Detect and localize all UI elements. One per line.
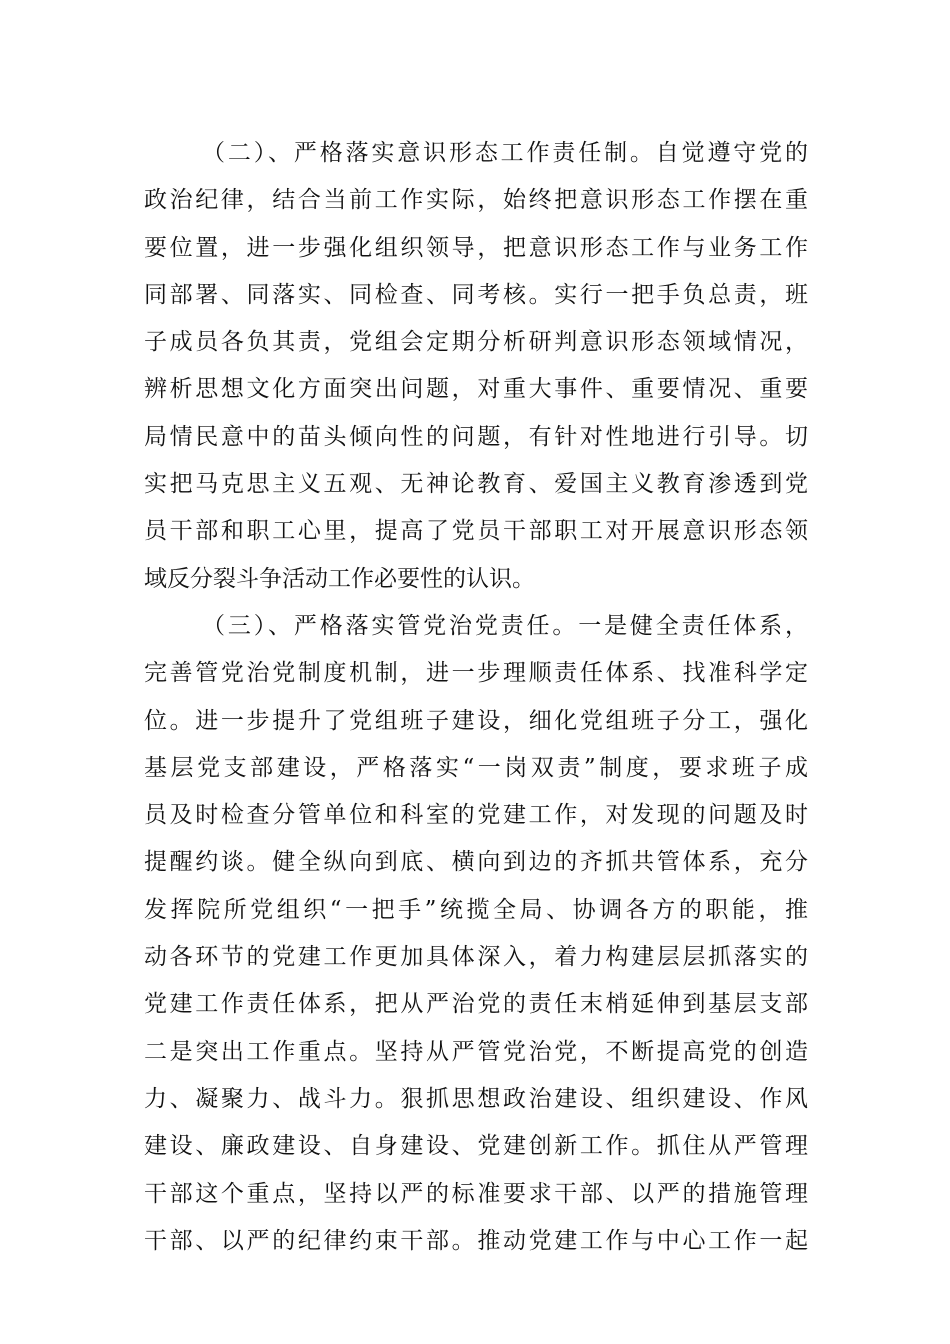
text-line: 要位置，进一步强化组织领导，把意识形态工作与业务工作 (144, 234, 808, 261)
text-line: 位。进一步提升了党组班子建设，细化党组班子分工，强化 (144, 707, 808, 734)
text-line: 动各环节的党建工作更加具体深入，着力构建层层抓落实的 (144, 944, 808, 971)
text-line: 同部署、同落实、同检查、同考核。实行一把手负总责，班 (144, 281, 808, 308)
text-line: 域反分裂斗争活动工作必要性的认识。 (144, 565, 535, 592)
text-line: 干部这个重点，坚持以严的标准要求干部、以严的措施管理 (144, 1180, 808, 1207)
text-line: 力、凝聚力、战斗力。狠抓思想政治建设、组织建设、作风 (144, 1085, 808, 1112)
text-line: 子成员各负其责，党组会定期分析研判意识形态领域情况， (144, 329, 808, 356)
text-line: 员干部和职工心里，提高了党员干部职工对开展意识形态领 (144, 518, 808, 545)
text-line: 局情民意中的苗头倾向性的问题，有针对性地进行引导。切 (144, 423, 808, 450)
text-line: （二）、严格落实意识形态工作责任制。自觉遵守党的 (202, 140, 808, 166)
text-line: 完善管党治党制度机制，进一步理顺责任体系、找准科学定 (144, 660, 808, 687)
text-line: （三）、严格落实管党治党责任。一是健全责任体系， (202, 612, 808, 639)
text-line: 员及时检查分管单位和科室的党建工作，对发现的问题及时 (144, 802, 808, 829)
text-line: 实把马克思主义五观、无神论教育、爱国主义教育渗透到党 (144, 471, 808, 498)
paragraph-ideology-responsibility (144, 130, 808, 603)
document-body (144, 130, 808, 1265)
text-line: 发挥院所党组织“一把手”统揽全局、协调各方的职能，推 (144, 896, 808, 923)
text-line: 二是突出工作重点。坚持从严管党治党，不断提高党的创造 (144, 1038, 808, 1065)
text-line: 党建工作责任体系，把从严治党的责任末梢延伸到基层支部 (144, 991, 808, 1018)
paragraph-party-governance (144, 603, 808, 1265)
text-line: 基层党支部建设，严格落实“一岗双责”制度，要求班子成 (144, 754, 808, 781)
text-line: 干部、以严的纪律约束干部。推动党建工作与中心工作一起 (144, 1227, 808, 1254)
text-line: 辨析思想文化方面突出问题，对重大事件、重要情况、重要 (144, 376, 808, 403)
text-line: 建设、廉政建设、自身建设、党建创新工作。抓住从严管理 (144, 1133, 808, 1160)
text-line: 政治纪律，结合当前工作实际，始终把意识形态工作摆在重 (144, 187, 808, 214)
text-line: 提醒约谈。健全纵向到底、横向到边的齐抓共管体系，充分 (144, 849, 808, 876)
